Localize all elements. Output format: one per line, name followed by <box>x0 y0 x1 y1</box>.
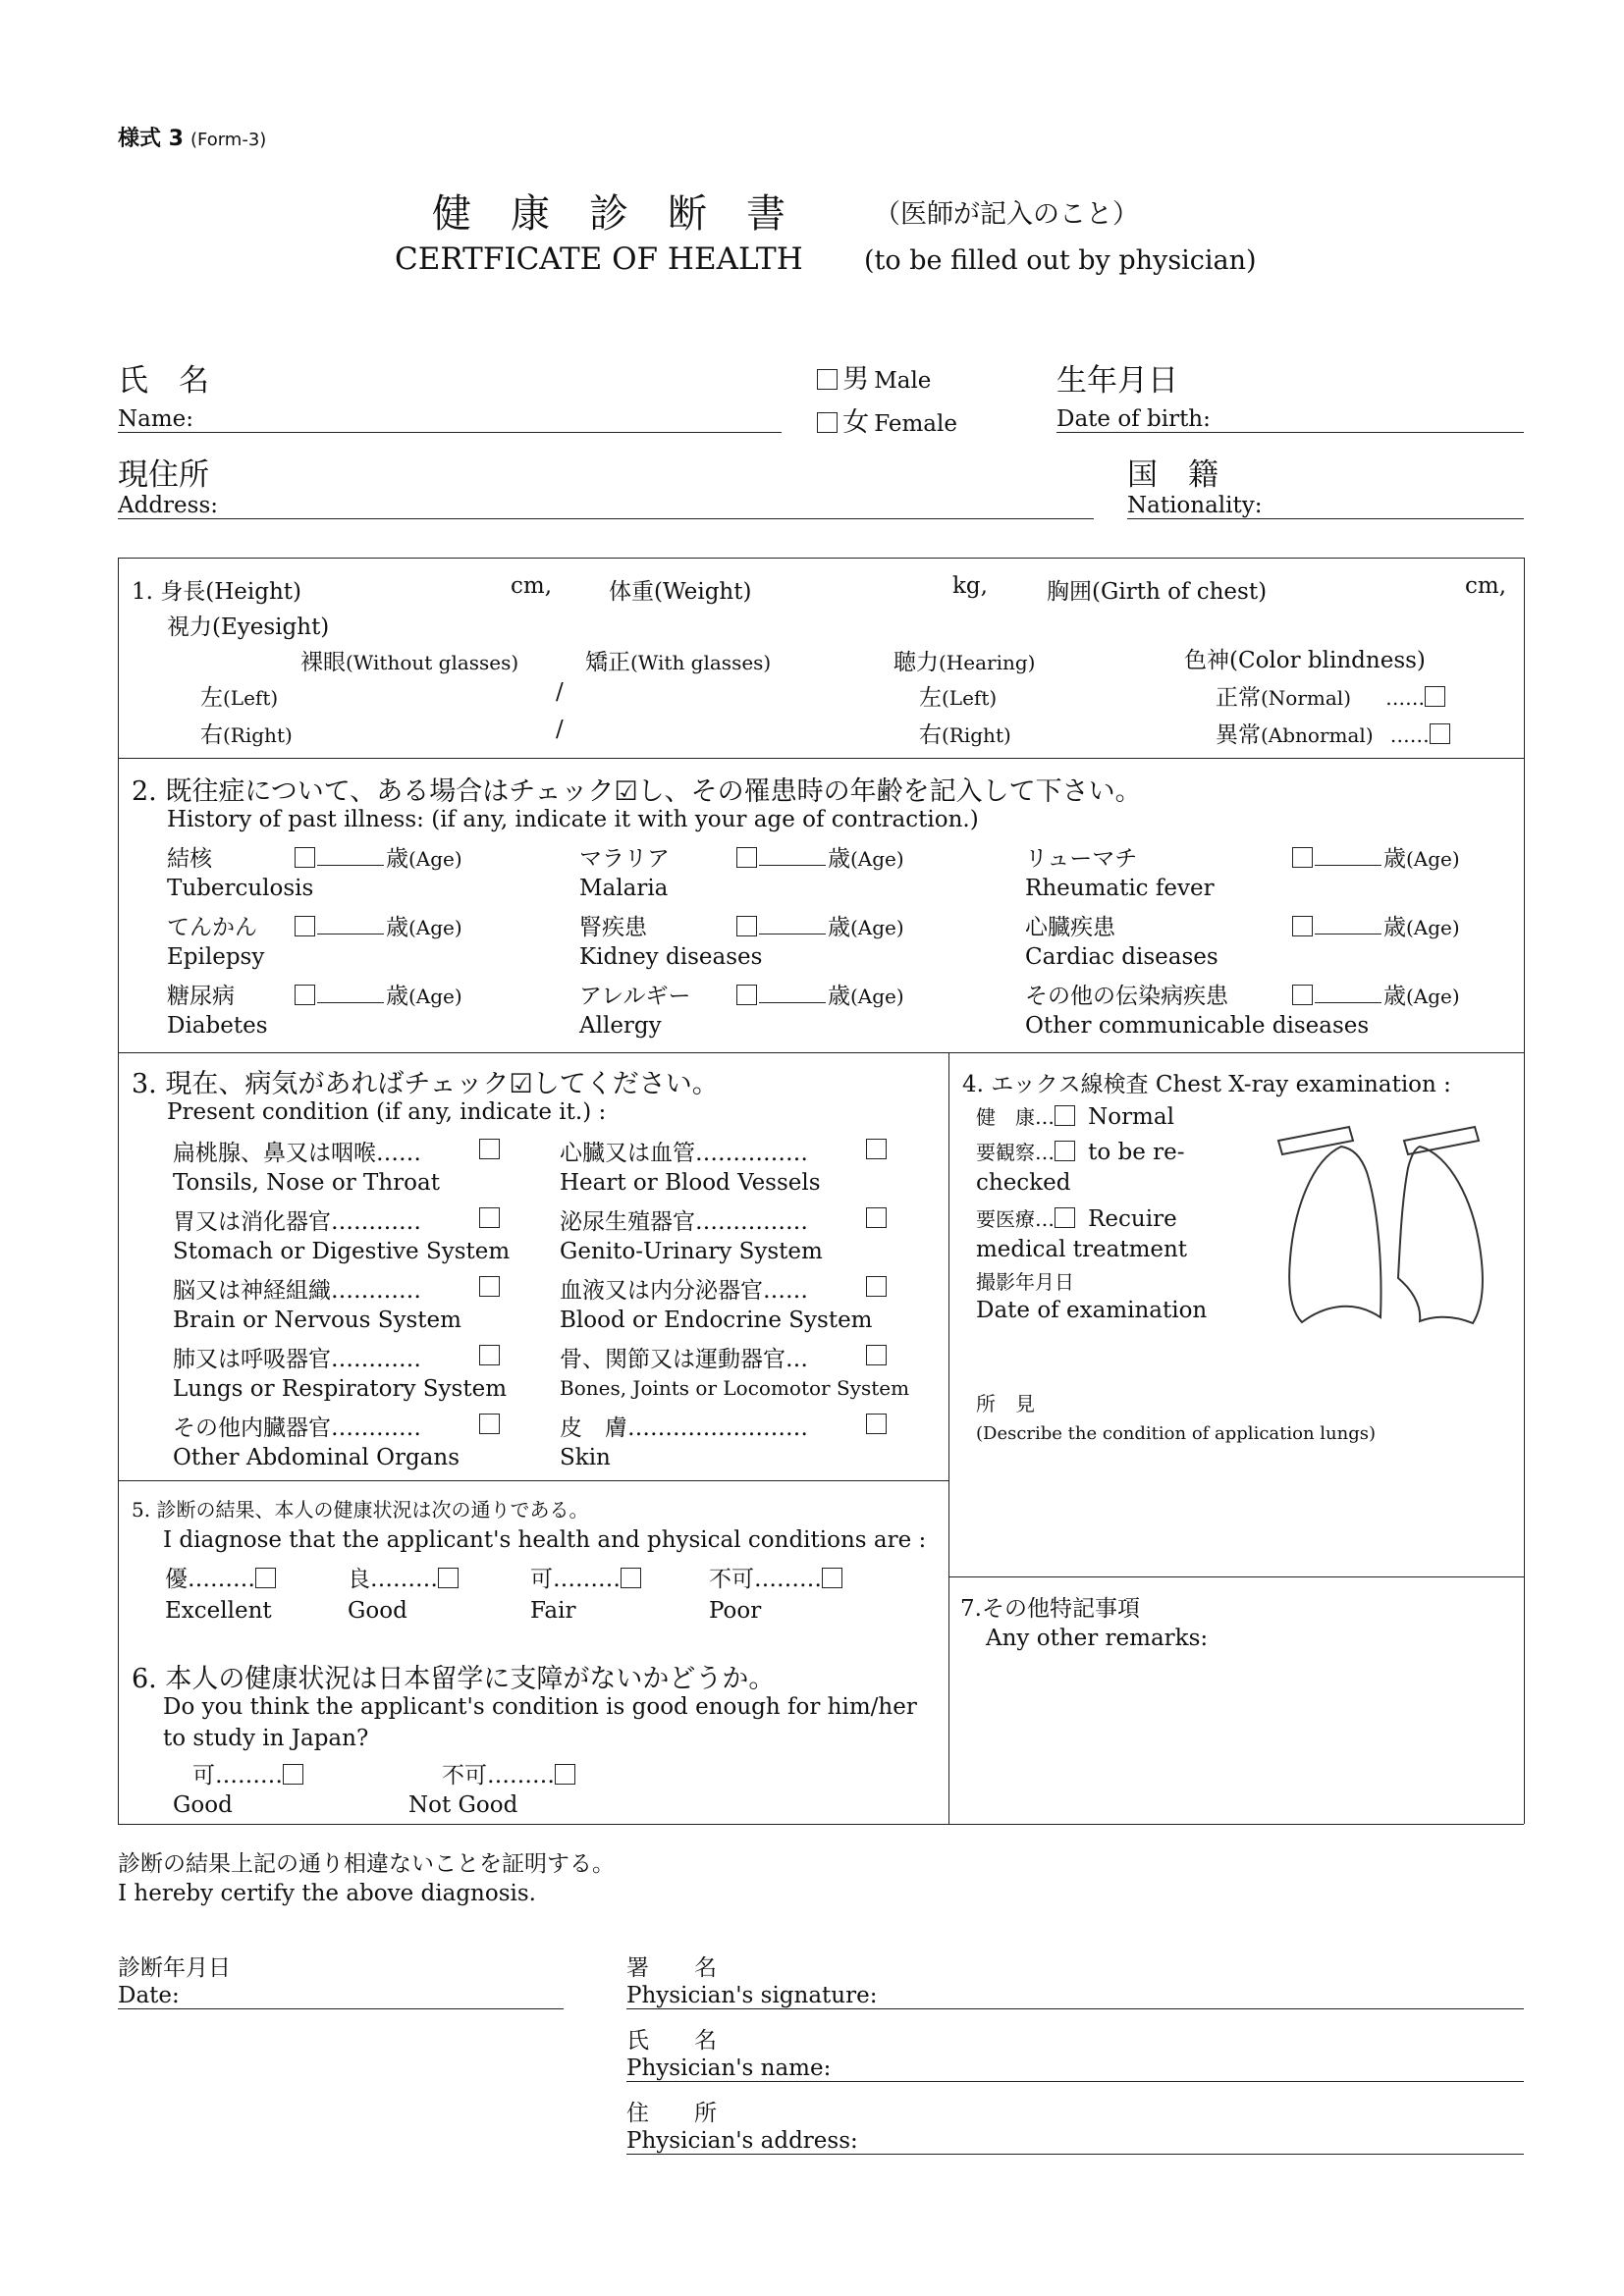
nationality-label-jp: 国 籍 <box>1127 457 1218 493</box>
address-field[interactable] <box>118 518 1094 519</box>
illness-age-option[interactable]: 歳(Age) <box>1292 840 1460 873</box>
condition-checkbox[interactable] <box>479 1345 500 1365</box>
xray-treatment-checkbox[interactable] <box>1055 1207 1075 1228</box>
signature-jp: 署 名 <box>626 1955 717 1981</box>
s4-heading: 4. エックス線検査 Chest X-ray examination : <box>962 1072 1451 1097</box>
condition-label-jp: 血液又は内分泌器官…… <box>560 1278 808 1304</box>
health-checkbox[interactable] <box>438 1568 459 1588</box>
illness-age-field[interactable] <box>759 916 826 934</box>
name-label-en: Name: <box>118 406 194 432</box>
with-glasses-header: 矯正(With glasses) <box>585 650 772 675</box>
s6-heading-jp: 6. 本人の健康状況は日本留学に支障がないかどうか。 <box>132 1664 776 1694</box>
eyesight-right-slash: / <box>556 717 564 742</box>
illness-label-en: Rheumatic fever <box>1025 876 1215 901</box>
condition-label-en: Genito-Urinary System <box>560 1239 823 1264</box>
physician-name-jp: 氏 名 <box>626 2028 717 2054</box>
illness-checkbox[interactable] <box>295 985 315 1005</box>
health-option[interactable]: 不可……… <box>709 1561 842 1593</box>
dob-label-en: Date of birth: <box>1056 406 1211 432</box>
condition-label-jp: 肺又は呼吸器官………… <box>173 1347 421 1372</box>
certify-jp: 診断の結果上記の通り相違ないことを証明する。 <box>118 1851 615 1877</box>
condition-label-jp: 泌尿生殖器官…………… <box>560 1209 808 1235</box>
chest-unit: cm, <box>1465 573 1507 599</box>
illness-label-jp: 結核 <box>167 846 212 872</box>
physician-name-en: Physician's name: <box>626 2056 832 2081</box>
physician-address-field[interactable] <box>626 2154 1524 2155</box>
s6-heading-en-1: Do you think the applicant's condition is good enough for him/her <box>163 1694 917 1720</box>
xray-normal-option[interactable]: 健 康… Normal <box>976 1104 1174 1130</box>
physician-address-jp: 住 所 <box>626 2101 717 2126</box>
illness-checkbox[interactable] <box>736 985 757 1005</box>
illness-age-option[interactable]: 歳(Age) <box>1292 909 1460 941</box>
illness-age-option[interactable]: 歳(Age) <box>295 978 462 1010</box>
xray-treatment-label-2: medical treatment <box>976 1237 1188 1262</box>
illness-age-option[interactable]: 歳(Age) <box>736 978 904 1010</box>
physician-address-en: Physician's address: <box>626 2128 858 2154</box>
illness-age-field[interactable] <box>317 985 384 1003</box>
health-checkbox[interactable] <box>822 1568 842 1588</box>
condition-checkbox[interactable] <box>866 1207 887 1228</box>
s3-heading-en: Present condition (if any, indicate it.) : <box>167 1099 607 1125</box>
condition-label-en: Other Abdominal Organs <box>173 1445 460 1470</box>
condition-label-jp: 扁桃腺、鼻又は咽喉…… <box>173 1141 421 1166</box>
dob-field[interactable] <box>1056 432 1524 433</box>
male-option[interactable]: 男 Male <box>817 357 931 396</box>
condition-checkbox[interactable] <box>479 1276 500 1297</box>
health-option-label: Fair <box>530 1598 576 1624</box>
without-glasses-header: 裸眼(Without glasses) <box>300 650 519 675</box>
title-jp: 健 康 診 断 書 <box>432 191 785 237</box>
illness-checkbox[interactable] <box>1292 916 1313 936</box>
certify-en: I hereby certify the above diagnosis. <box>118 1881 536 1906</box>
illness-age-option[interactable]: 歳(Age) <box>736 909 904 941</box>
name-field[interactable] <box>118 432 782 433</box>
illness-checkbox[interactable] <box>736 916 757 936</box>
hearing-right: 右(Right) <box>919 722 1011 748</box>
health-option[interactable]: 優……… <box>165 1561 276 1593</box>
condition-label-en: Skin <box>560 1445 611 1470</box>
illness-label-en: Tuberculosis <box>167 876 314 901</box>
signature-en: Physician's signature: <box>626 1983 878 2008</box>
condition-label-en: Lungs or Respiratory System <box>173 1376 508 1402</box>
xray-date-jp: 撮影年月日 <box>976 1270 1074 1294</box>
xray-recheck-option[interactable]: 要観察… to be re- <box>976 1140 1185 1165</box>
eyesight-label: 視力(Eyesight) <box>167 614 330 640</box>
illness-age-option[interactable]: 歳(Age) <box>295 840 462 873</box>
study-option-label: Good <box>173 1792 233 1818</box>
s3-heading-jp: 3. 現在、病気があればチェック☑してください。 <box>132 1069 719 1099</box>
signature-field[interactable] <box>626 2008 1524 2009</box>
female-checkbox[interactable] <box>817 412 838 433</box>
physician-name-field[interactable] <box>626 2081 1524 2082</box>
illness-label-en: Allergy <box>579 1013 662 1039</box>
condition-checkbox[interactable] <box>866 1276 887 1297</box>
illness-age-field[interactable] <box>759 847 826 866</box>
illness-checkbox[interactable] <box>295 916 315 936</box>
form-number: 様式 3 (Form-3) <box>118 127 267 151</box>
condition-checkbox[interactable] <box>479 1207 500 1228</box>
color-abnormal-option[interactable]: 異常(Abnormal) …… <box>1216 717 1450 749</box>
condition-checkbox[interactable] <box>479 1414 500 1434</box>
illness-age-field[interactable] <box>1315 985 1381 1003</box>
health-option[interactable]: 良……… <box>348 1561 459 1593</box>
height-unit: cm, <box>511 573 553 599</box>
weight-unit: kg, <box>952 573 988 599</box>
hearing-header: 聴力(Hearing) <box>893 650 1036 675</box>
nationality-label-en: Nationality: <box>1127 493 1263 518</box>
illness-label-jp: 糖尿病 <box>167 984 235 1009</box>
study-option[interactable]: 可……… <box>192 1757 303 1789</box>
illness-label-en: Other communicable diseases <box>1025 1013 1370 1039</box>
height-label: 1. 身長(Height) <box>132 579 302 605</box>
condition-label-en: Brain or Nervous System <box>173 1308 461 1333</box>
remarks-field[interactable] <box>962 1659 1512 1816</box>
illness-checkbox[interactable] <box>736 847 757 868</box>
illness-age-option[interactable]: 歳(Age) <box>736 840 904 873</box>
illness-label-en: Kidney diseases <box>579 944 763 970</box>
illness-label-en: Diabetes <box>167 1013 268 1039</box>
title-en-note: (to be filled out by physician) <box>864 245 1257 276</box>
diag-date-jp: 診断年月日 <box>118 1955 231 1981</box>
s2-heading-en: History of past illness: (if any, indicate it with your age of contraction.) <box>167 807 979 832</box>
illness-checkbox[interactable] <box>1292 985 1313 1005</box>
address-label-en: Address: <box>118 493 219 518</box>
weight-label: 体重(Weight) <box>609 579 752 605</box>
lungs-diagram-icon <box>1272 1121 1508 1337</box>
illness-label-jp: その他の伝染病疾患 <box>1025 984 1228 1009</box>
xray-normal-checkbox[interactable] <box>1055 1105 1075 1126</box>
illness-age-option[interactable]: 歳(Age) <box>295 909 462 941</box>
condition-label-jp: 胃又は消化器官………… <box>173 1209 421 1235</box>
condition-label-jp: 脳又は神経組織………… <box>173 1278 421 1304</box>
condition-label-jp: 心臓又は血管…………… <box>560 1141 808 1166</box>
male-checkbox[interactable] <box>817 369 838 390</box>
address-label-jp: 現住所 <box>118 457 209 493</box>
s7-heading-jp: 7.その他特記事項 <box>960 1596 1140 1622</box>
dob-label-jp: 生年月日 <box>1056 363 1178 399</box>
illness-label-jp: てんかん <box>167 915 257 940</box>
condition-label-en: Heart or Blood Vessels <box>560 1170 821 1196</box>
health-option-label: Excellent <box>165 1598 272 1624</box>
study-checkbox[interactable] <box>555 1764 575 1785</box>
illness-age-field[interactable] <box>1315 847 1381 866</box>
eyesight-left-slash: / <box>556 679 564 705</box>
color-normal-checkbox[interactable] <box>1425 686 1445 707</box>
health-option[interactable]: 可……… <box>530 1561 641 1593</box>
illness-age-field[interactable] <box>759 985 826 1003</box>
xray-date-en: Date of examination <box>976 1298 1208 1323</box>
illness-label-en: Cardiac diseases <box>1025 944 1218 970</box>
eyesight-left: 左(Left) <box>200 685 279 711</box>
s7-heading-en: Any other remarks: <box>986 1626 1209 1651</box>
illness-label-jp: マラリア <box>579 846 670 872</box>
condition-label-jp: 骨、関節又は運動器官… <box>560 1347 808 1372</box>
condition-label-jp: その他内臓器官………… <box>173 1415 421 1441</box>
condition-label-en: Tonsils, Nose or Throat <box>173 1170 440 1196</box>
name-label-jp: 氏 名 <box>118 363 209 399</box>
illness-label-jp: 腎疾患 <box>579 915 647 940</box>
title-jp-note: （医師が記入のこと） <box>874 199 1139 230</box>
illness-label-jp: アレルギー <box>579 984 691 1009</box>
study-checkbox[interactable] <box>283 1764 303 1785</box>
illness-label-en: Epilepsy <box>167 944 265 970</box>
health-option-label: Good <box>348 1598 407 1624</box>
illness-label-jp: 心臓疾患 <box>1025 915 1115 940</box>
illness-age-field[interactable] <box>317 847 384 866</box>
health-option-label: Poor <box>709 1598 762 1624</box>
condition-checkbox[interactable] <box>866 1139 887 1159</box>
color-normal-option[interactable]: 正常(Normal) …… <box>1216 679 1445 712</box>
condition-label-en: Bones, Joints or Locomotor System <box>560 1376 910 1400</box>
eyesight-right: 右(Right) <box>200 722 293 748</box>
xray-recheck-label-2: checked <box>976 1170 1071 1196</box>
color-blindness-header: 色神(Color blindness) <box>1184 648 1426 673</box>
health-checkbox[interactable] <box>255 1568 276 1588</box>
condition-label-en: Blood or Endocrine System <box>560 1308 873 1333</box>
title-en: CERTFICATE OF HEALTH <box>395 241 803 277</box>
condition-label-en: Stomach or Digestive System <box>173 1239 511 1264</box>
illness-age-option[interactable]: 歳(Age) <box>1292 978 1460 1010</box>
study-option[interactable]: 不可……… <box>442 1757 575 1789</box>
xray-recheck-checkbox[interactable] <box>1055 1141 1075 1161</box>
illness-checkbox[interactable] <box>1292 847 1313 868</box>
condition-checkbox[interactable] <box>866 1345 887 1365</box>
study-option-label: Not Good <box>408 1792 518 1818</box>
diag-date-field[interactable] <box>118 2008 564 2009</box>
xray-treatment-option[interactable]: 要医療… Recuire <box>976 1206 1177 1232</box>
illness-age-field[interactable] <box>317 916 384 934</box>
illness-age-field[interactable] <box>1315 916 1381 934</box>
s5-heading-en: I diagnose that the applicant's health and physical conditions are : <box>163 1527 927 1553</box>
color-abnormal-checkbox[interactable] <box>1430 723 1450 744</box>
illness-label-en: Malaria <box>579 876 669 901</box>
condition-checkbox[interactable] <box>866 1414 887 1434</box>
illness-checkbox[interactable] <box>295 847 315 868</box>
condition-label-jp: 皮 膚…………………… <box>560 1415 808 1441</box>
s6-heading-en-2: to study in Japan? <box>163 1726 369 1751</box>
female-option[interactable]: 女 Female <box>817 400 957 439</box>
xray-findings-en: (Describe the condition of application lungs) <box>976 1423 1377 1444</box>
chest-label: 胸囲(Girth of chest) <box>1047 579 1268 605</box>
hearing-left: 左(Left) <box>919 685 998 711</box>
diag-date-en: Date: <box>118 1983 180 2008</box>
illness-label-jp: リューマチ <box>1025 846 1138 872</box>
xray-findings-jp: 所 見 <box>976 1392 1035 1415</box>
s2-heading-jp: 2. 既往症について、ある場合はチェック☑し、その罹患時の年齢を記入して下さい。 <box>132 776 1142 807</box>
health-checkbox[interactable] <box>621 1568 641 1588</box>
nationality-field[interactable] <box>1127 518 1524 519</box>
s5-heading-jp: 5. 診断の結果、本人の健康状況は次の通りである。 <box>132 1498 589 1522</box>
condition-checkbox[interactable] <box>479 1139 500 1159</box>
